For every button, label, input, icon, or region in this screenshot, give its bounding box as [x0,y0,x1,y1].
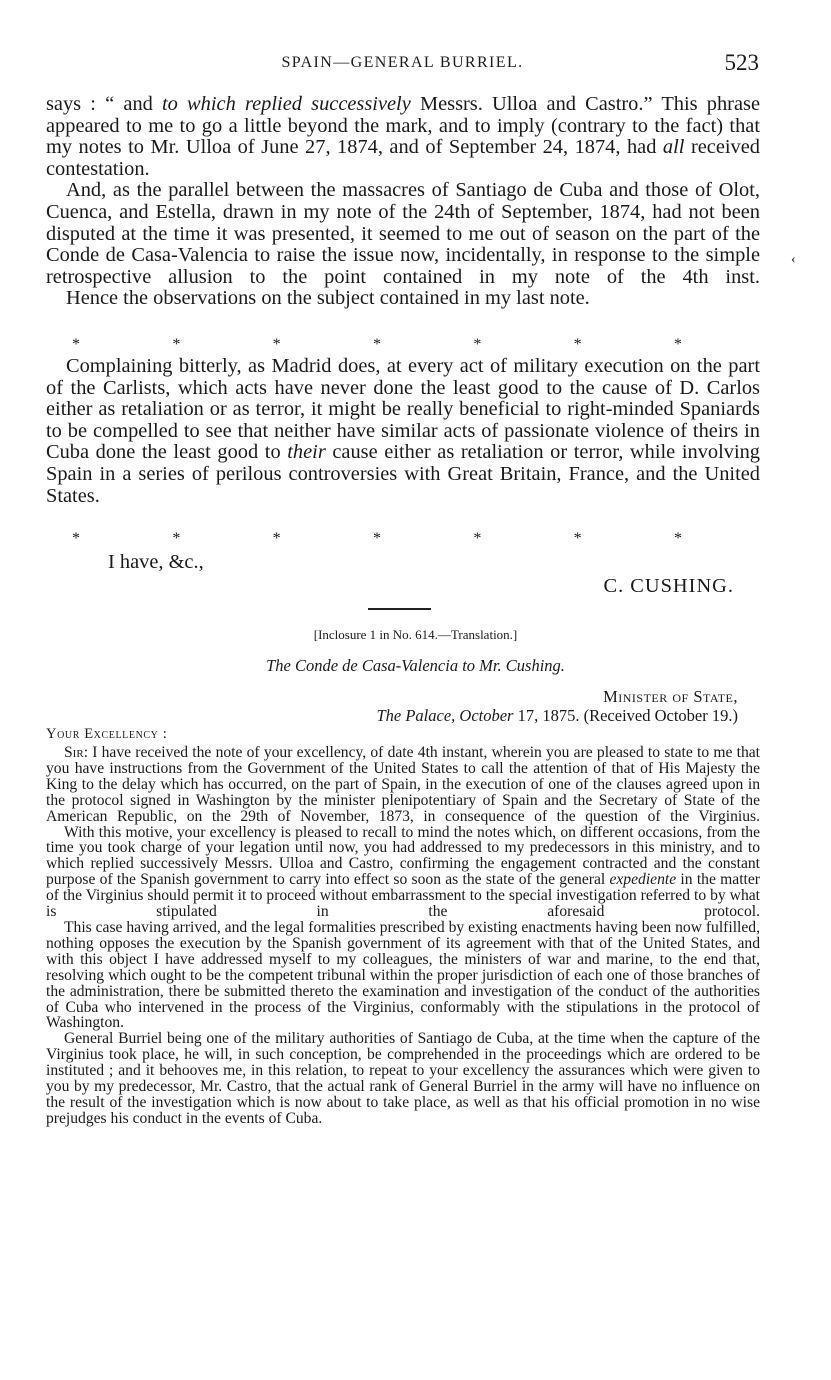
page-number: 523 [724,50,759,75]
letter-paragraph-3: Hence the observations on the subject contained in my last note. [66,287,590,310]
letter-paragraph-2: And, as the parallel between the massacres of Santiago de Cuba and those of Olot, Cuenca, and Estella, drawn in my note of the 24th of September, 1874, had not been disputed at the time it was presented, it seemed to me out of season on the part of the Conde de Casa-Valencia to raise the issue now, incidentally, in response to the simple retrospective allusion to the point contained in my note of the 4th inst. [46,179,760,288]
letter-body-continued [46,356,760,507]
star: * [372,336,381,353]
running-header [46,50,759,76]
enclosure-title: The Conde de Casa-Valencia to Mr. Cushing. [266,656,565,675]
star: * [573,336,582,353]
dateline-office: Minister of State, [603,687,738,706]
star: * [172,530,181,547]
complimentary-close: I have, &c., [108,551,204,573]
star: * [673,530,682,547]
star: * [573,530,582,547]
salutation: Your Excellency : [46,726,168,742]
star: * [372,530,381,547]
signature: C. CUSHING. [603,575,734,597]
star: * [72,336,80,353]
dateline-date: The Palace, October 17, 1875. (Received October 19.) [376,706,738,725]
enclosure-label: [Inclosure 1 in No. 614.—Translation.] [313,627,518,642]
star: * [473,530,482,547]
enclosure-body [46,745,760,1127]
enclosure-paragraph-4: General Burriel being one of the military authorities of Santiago de Cuba, at the time when the capture of the Virginius took place, he will, in such conception, be comprehended in the proceedings which are ordered to be instituted ; and it behooves me, in this relation, to repeat to your excellency the assurances which were given to you by my predecessor, Mr. Castro, that the actual rank of General Burriel in the army will have no influence on the result of the investigation which is now about to take place, as well as that his official promotion in no wise prejudges his conduct in the events of Cuba. [46,1030,760,1127]
enclosure-paragraph-3: This case having arrived, and the legal formalities prescribed by existing enactments having been now fulfilled, nothing opposes the execution by the Spanish government of its agreement with that of the United States, and with this object I have addressed myself to my colleagues, the ministers of war and marine, to the end that, resolving which ought to be the competent tribunal within the proper jurisdiction of each one of those branches of the administration, there be submitted thereto the examination and investigation of the conduct of the authorities of Cuba who intervened in the process of the Virginius, conformably with the stipulations in the protocol of Washington. [46,918,760,1032]
star: * [673,336,682,353]
enclosure-paragraph-1: Sir: I have received the note of your excellency, of date 4th instant, wherein you are pleased to state to me that you have instructions from the Government of the United States to call the attention of that of His Majesty the King to the delay which has occurred, on the part of Spain, in the execution of one of the clauses agreed upon in the protocol signed in Washington by the minister plenipotentiary of Spain and the Secretary of State of the American Republic, on the 29th of November, 1873, in consequence of the question of the Virginius. [46,744,760,825]
star: * [272,336,281,353]
dateline [376,687,738,725]
section-divider [368,608,431,610]
running-title: SPAIN—GENERAL BURRIEL. [281,54,524,71]
ellipsis-stars-2 [72,530,682,548]
letter-body [46,94,760,310]
margin-mark: ‹ [791,252,796,267]
enclosure-paragraph-2: With this motive, your excellency is pleased to recall to mind the notes which, on different occasions, from the time you took charge of your legation until now, you had addressed to my predecessors in this ministry, and to which replied successively Messrs. Ulloa and Castro, confirming the engagement contracted and the constant purpose of the Spanish government to carry into effect so soon as the state of the general expediente in the matter of the Virginius should permit it to proceed without embarrassment to the special investigation referred to by what is stipulated in the aforesaid protocol. [46,823,760,921]
letter-paragraph-1: says : “ and to which replied successively Messrs. Ulloa and Castro.” This phrase appeared to me to go a little beyond the mark, and to imply (contrary to the fact) that my notes to Mr. Ulloa of June 27, 1874, and of September 24, 1874, had all received contestation. [46,93,760,180]
ellipsis-stars-1 [72,336,682,354]
letter-paragraph-4: Complaining bitterly, as Madrid does, at every act of military execution on the part of the Carlists, which acts have never done the least good to the cause of D. Carlos either as retaliation or as terror, it might be really beneficial to right-minded Spaniards to be compelled to see that neither have similar acts of passionate violence of theirs in Cuba done the least good to their cause either as retaliation or terror, while involving Spain in a series of perilous controversies with Great Britain, France, and the United States. [46,355,760,507]
star: * [72,530,80,547]
star: * [172,336,181,353]
star: * [272,530,281,547]
star: * [473,336,482,353]
